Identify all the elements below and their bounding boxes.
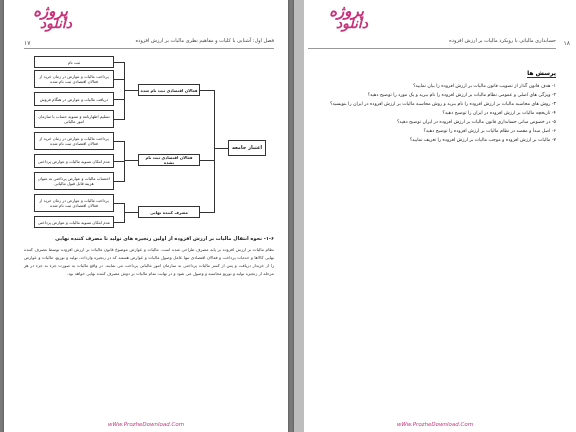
question-item: ۷- مالیات بر ارزش افزوده و موجب مالیات بر ارزش افزوده را تعریف نمایید؟ (409, 138, 556, 143)
diagram-item: عدم امکان تسویه مالیات و عوارض پرداختی (34, 216, 114, 228)
page-header (308, 38, 570, 49)
page-footer: wWw.ProzheDownload.Com (396, 422, 474, 428)
questions-section (308, 60, 556, 145)
diagram-item: ثبت نام (34, 56, 114, 68)
question-item: ۳- روش های محاسبه مالیات بر ارزش افزوده را نام ببرید و روش محاسبه مالیات بر ارزش افزوده در ایران را بنویسید؟ (330, 102, 556, 107)
page-number: ۱۸ (563, 40, 570, 47)
diagram-item: تسلیم اظهارنامه و تسویه حساب با سازمان امور مالیاتی (34, 110, 114, 128)
diagram-item: پرداخت مالیات و عوارض در زمان خرید از فعالان اقتصادی ثبت نام شده (34, 70, 114, 88)
right-page (294, 0, 576, 432)
question-item: ۵- در خصوص مبانی حسابداری قانون مالیات بر ارزش افزوده در ایران توضیح دهید؟ (396, 120, 556, 125)
page-footer: wWw.ProzheDownload.Com (107, 422, 185, 428)
header-text: حسابداری مالیاتی با رویکرد مالیات بر ارزش افزوده (449, 38, 556, 44)
site-logo (12, 2, 72, 32)
section-heading: ۱-۶- نحوه انتقال مالیات بر ارزش افزوده از اولین زنجیره های تولید تا مصرف کننده نهایی (55, 236, 274, 242)
page-number: ۱۷ (24, 40, 31, 47)
diagram-center: اعتبار جامعه (228, 140, 266, 156)
diagram-item: دریافت مالیات و عوارض در هنگام فروش (34, 92, 114, 106)
page-edge (294, 0, 304, 432)
header-text: فصل اول: آشنایی با کلیات و مفاهیم نظری مالیات بر ارزش افزوده (135, 38, 274, 44)
left-page (4, 0, 288, 432)
question-item: ۲- ویژگی های اصلی و عمومی نظام مالیات بر ارزش افزوده را نام ببرید و یک مورد را توضیح دهید؟ (367, 93, 556, 98)
diagram-item: پرداخت مالیات و عوارض در زمان خرید از فعالان اقتصادی ثبت نام شده (34, 194, 114, 212)
body-paragraph: نظام مالیات بر ارزش افزوده بر پایه مصرف طراحی شده است. مالیات و عوارض موضوع قانون مالیات بر ارزش افزوده توسط مصرف کننده نهایی کالاها و خدمات پرداخت و فعالان اقتصادی تنها عامل وصول مالیات و عوارض هستند که در زنجیره واردات، تولید و توزیع، مالیات و عوارض را از خریدار دریافت و پس از کسر مالیات پرداختی به سازمان امور مالیاتی پرداخت می نمایند. در واقع مالیات به صورت جزء به جزء در هر مرحله از زنجیره تولید و توزیع محاسبه و وصول می شود و در نهایت تمام مالیات بر دوش مصرف کننده نهایی خواهد بود. (24, 247, 274, 276)
question-item: ۱- هدف قانون گذار از تصویب قانون مالیات بر ارزش افزوده را بیان نمایید؟ (413, 84, 556, 89)
diagram-group-label: مصرف کننده نهایی (138, 206, 200, 218)
logo-line1: پروژه (329, 2, 364, 20)
question-item: ۴- تاریخچه مالیات بر ارزش افزوده در ایران را توضیح دهید؟ (442, 111, 556, 116)
diagram-group-label: فعالان اقتصادی ثبت نام شده (138, 84, 200, 96)
site-logo (308, 2, 368, 32)
questions-title: پرسش ها (527, 70, 556, 77)
diagram-item: احتساب مالیات و عوارض پرداختی به عنوان هزینه قابل قبول مالیاتی (34, 172, 114, 190)
page-header (24, 38, 274, 49)
question-item: ۶- اصل مبدأ و مقصد در نظام مالیات بر ارزش افزوده را توضیح دهید؟ (423, 129, 556, 134)
logo-line2: دانلود (335, 16, 368, 32)
logo-line2: دانلود (39, 16, 72, 32)
diagram-item: عدم امکان تسویه مالیات و عوارض پرداختی (34, 154, 114, 168)
logo-line1: پروژه (33, 2, 68, 20)
diagram-group-label: فعالان اقتصادی ثبت نام نشده (138, 154, 200, 166)
diagram-item: پرداخت مالیات و عوارض در زمان خرید از فعالان اقتصادی ثبت نام شده (34, 132, 114, 150)
